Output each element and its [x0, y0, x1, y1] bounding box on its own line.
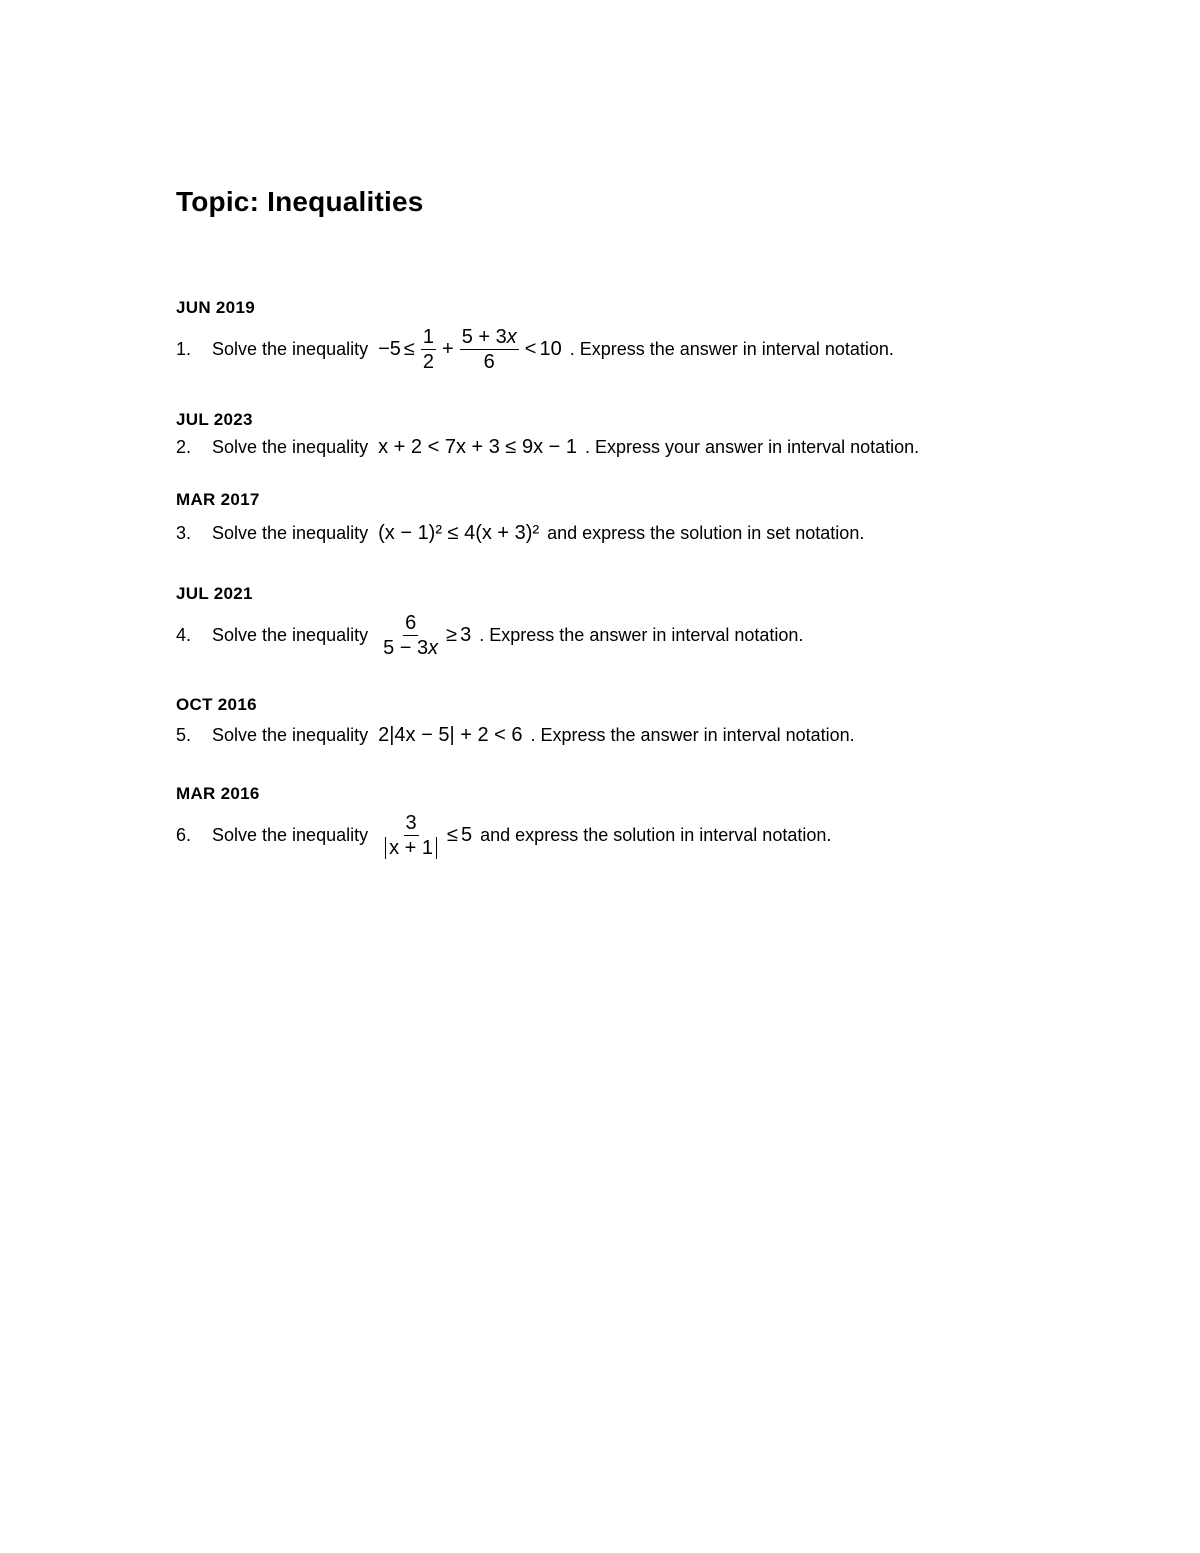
problem-lead: Solve the inequality [212, 825, 369, 845]
fraction-numerator: 3 [405, 812, 417, 834]
fraction-numerator: 6 [405, 612, 417, 634]
problem-1 [176, 326, 894, 373]
problem-instruction: and express the solution in set notation. [547, 523, 865, 543]
problem-instruction: and express the solution in interval notation. [480, 825, 832, 845]
session-heading: JUL 2021 [176, 584, 253, 603]
problem-lead: Solve the inequality [212, 523, 369, 543]
fraction-denominator [381, 836, 441, 859]
math-relation: < [524, 338, 537, 360]
problem-instruction: . Express the answer in interval notation. [479, 625, 804, 645]
problem-lead: Solve the inequality [212, 725, 369, 745]
problem-6 [176, 812, 831, 859]
math-expression: 2|4x − 5| + 2 < 6 [378, 724, 523, 746]
problem-lead: Solve the inequality [212, 437, 369, 457]
fraction-denominator: 6 [483, 351, 495, 373]
problem-lead: Solve the inequality [212, 625, 369, 645]
math-term: 5 [461, 824, 473, 846]
math-expression [378, 612, 471, 659]
problem-lead: Solve the inequality [212, 339, 369, 359]
fraction [381, 612, 440, 659]
problem-instruction: . Express the answer in interval notation. [530, 725, 855, 745]
fraction-denominator [381, 636, 440, 659]
problem-number: 5. [176, 725, 192, 745]
math-relation: ≤ [447, 824, 459, 846]
math-term: −5 [378, 338, 401, 360]
math-term: 10 [539, 338, 562, 360]
fraction [460, 326, 519, 373]
page-title: Topic: Inequalities [176, 186, 424, 217]
session-heading: JUL 2023 [176, 410, 253, 429]
problem-number: 2. [176, 437, 192, 457]
problem-5 [176, 724, 855, 747]
session-heading: MAR 2017 [176, 490, 260, 509]
problem-number: 3. [176, 523, 192, 543]
problem-3 [176, 522, 864, 545]
fraction [381, 812, 441, 859]
math-expression [378, 326, 562, 373]
fraction-numerator [460, 326, 519, 350]
problem-number: 4. [176, 625, 192, 645]
absolute-value: x + 1 [385, 837, 437, 859]
problem-instruction: . Express your answer in interval notation. [585, 437, 920, 457]
session-heading: JUN 2019 [176, 298, 255, 317]
variable: x [506, 326, 517, 348]
problem-number: 6. [176, 825, 192, 845]
fraction-numerator: 1 [422, 326, 435, 348]
session-heading: OCT 2016 [176, 695, 257, 714]
problem-instruction: . Express the answer in interval notation. [569, 339, 894, 359]
numerator-constant: 5 + 3 [461, 326, 507, 348]
math-relation: ≤ [403, 338, 415, 360]
fraction-denominator: 2 [422, 351, 435, 373]
fraction [421, 326, 436, 373]
session-heading: MAR 2016 [176, 784, 260, 803]
denominator-constant: 5 − 3 [383, 637, 429, 659]
math-expression: (x − 1)² ≤ 4(x + 3)² [378, 522, 540, 544]
math-relation: ≥ [446, 624, 458, 646]
problem-number: 1. [176, 339, 192, 359]
math-operator: + [442, 338, 454, 360]
math-term: 3 [460, 624, 472, 646]
problem-2 [176, 436, 919, 459]
math-expression [378, 812, 472, 859]
variable: x [428, 637, 439, 659]
math-expression: x + 2 < 7x + 3 ≤ 9x − 1 [378, 436, 577, 458]
problem-4 [176, 612, 803, 659]
